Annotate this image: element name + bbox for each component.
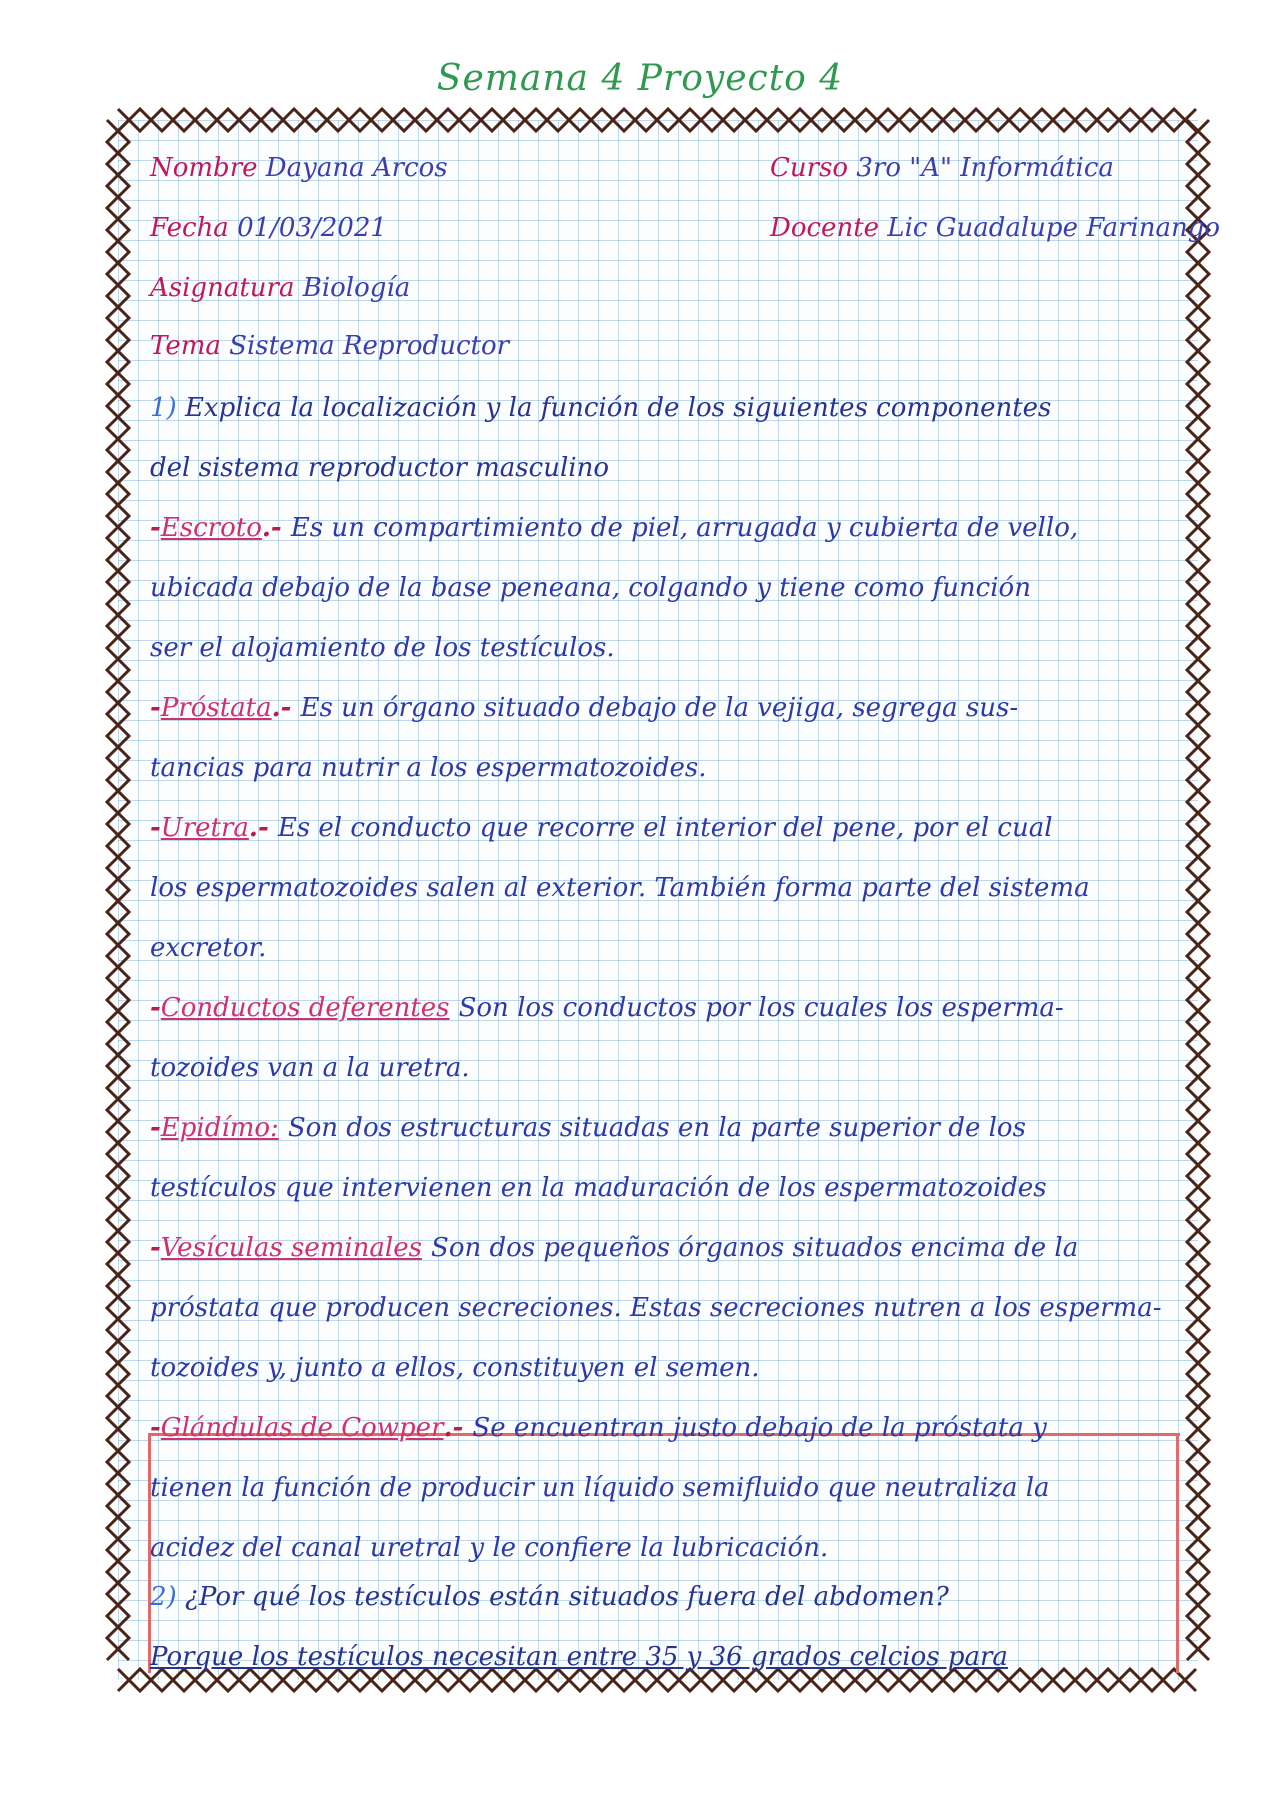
- docente-value: Lic Guadalupe Farinango: [887, 213, 1221, 243]
- item-text: tienen la función de producir un líquido semifluido que neutraliza la: [150, 1473, 1050, 1503]
- item-text: Es un órgano situado debajo de la vejiga, segrega sus-: [300, 693, 1019, 723]
- item-text: Son dos pequeños órganos situados encima de la: [431, 1233, 1079, 1263]
- question-1-text: Explica la localización y la función de los siguientes componentes: [184, 393, 1052, 423]
- item-separator: .-: [443, 1413, 473, 1443]
- item-dash: -: [150, 993, 161, 1023]
- header-row-1: [150, 148, 1180, 188]
- tema-label: Tema: [150, 331, 221, 361]
- item-separator: .-: [271, 693, 301, 723]
- item-term: Epidímo:: [160, 1113, 279, 1143]
- item-text: testículos que intervienen en la maduración de los espermatozoides: [150, 1173, 1047, 1203]
- asignatura-value: Biología: [302, 273, 411, 303]
- item-heading-line: [150, 688, 1180, 728]
- item-text: Es el conducto que recorre el interior del pene, por el cual: [277, 813, 1053, 843]
- curso-label: Curso: [770, 153, 849, 183]
- item-continuation-line: [150, 1468, 1180, 1508]
- item-heading-line: [150, 508, 1180, 548]
- item-term: Próstata: [160, 693, 272, 723]
- item-heading-line: [150, 1408, 1180, 1448]
- header-row-4: [150, 326, 1180, 366]
- nombre-label: Nombre: [150, 153, 258, 183]
- item-continuation-line: [150, 928, 1180, 968]
- item-term: Escroto: [160, 513, 262, 543]
- question-1-line-1: [150, 388, 1180, 428]
- item-heading-line: [150, 1228, 1180, 1268]
- fecha-label: Fecha: [150, 213, 229, 243]
- item-dash: -: [150, 1233, 161, 1263]
- item-continuation-line: [150, 568, 1180, 608]
- question-2-answer-text: Porque los testículos necesitan entre 35 y 36 grados celcios para: [150, 1642, 1008, 1672]
- docente-field: [770, 208, 1220, 248]
- item-term: Vesículas seminales: [160, 1233, 422, 1263]
- item-text: próstata que producen secreciones. Estas secreciones nutren a los esperma-: [150, 1293, 1162, 1323]
- item-text: tancias para nutrir a los espermatozoides.: [150, 753, 707, 783]
- item-dash: -: [150, 1113, 161, 1143]
- item-dash: -: [150, 693, 161, 723]
- nombre-value: Dayana Arcos: [265, 153, 448, 183]
- item-text: tozoides y, junto a ellos, constituyen el semen.: [150, 1353, 760, 1383]
- item-text: Son dos estructuras situadas en la parte superior de los: [287, 1113, 1026, 1143]
- item-continuation-line: [150, 868, 1180, 908]
- page-title: Semana 4 Proyecto 4: [436, 58, 844, 99]
- item-text: ubicada debajo de la base peneana, colgando y tiene como función: [150, 573, 1031, 603]
- header-row-3: [150, 268, 1180, 308]
- item-text: Es un compartimiento de piel, arrugada y cubierta de vello,: [290, 513, 1079, 543]
- item-separator: .-: [261, 513, 291, 543]
- curso-field: [770, 148, 1114, 188]
- question-1-text-cont: del sistema reproductor masculino: [150, 453, 609, 483]
- item-heading-line: [150, 808, 1180, 848]
- item-dash: -: [150, 513, 161, 543]
- asignatura-label: Asignatura: [150, 273, 295, 303]
- item-dash: -: [150, 813, 161, 843]
- docente-label: Docente: [770, 213, 880, 243]
- fecha-value: 01/03/2021: [237, 213, 387, 243]
- item-continuation-line: [150, 1288, 1180, 1328]
- item-text: los espermatozoides salen al exterior. También forma parte del sistema: [150, 873, 1090, 903]
- item-continuation-line: [150, 1168, 1180, 1208]
- item-heading-line: [150, 1108, 1180, 1148]
- item-text: Se encuentran justo debajo de la próstata y: [472, 1413, 1047, 1443]
- item-term: Glándulas de Cowper: [160, 1413, 444, 1443]
- tema-value: Sistema Reproductor: [229, 331, 510, 361]
- question-2-answer: [150, 1637, 1180, 1677]
- item-text: ser el alojamiento de los testículos.: [150, 633, 615, 663]
- item-text: Son los conductos por los cuales los esperma-: [458, 993, 1064, 1023]
- item-heading-line: [150, 988, 1180, 1028]
- item-separator: [450, 993, 459, 1023]
- item-continuation-line: [150, 1528, 1180, 1568]
- item-continuation-line: [150, 748, 1180, 788]
- question-2-text: ¿Por qué los testículos están situados fuera del abdomen?: [184, 1582, 949, 1612]
- item-separator: .-: [248, 813, 278, 843]
- curso-value: 3ro "A" Informática: [856, 153, 1114, 183]
- header-row-2: [150, 208, 1221, 248]
- question-2-line: [150, 1577, 1180, 1617]
- item-text: acidez del canal uretral y le confiere la lubricación.: [150, 1533, 829, 1563]
- item-term: Uretra: [160, 813, 249, 843]
- item-text: tozoides van a la uretra.: [150, 1053, 470, 1083]
- item-dash: -: [150, 1413, 161, 1443]
- item-continuation-line: [150, 1048, 1180, 1088]
- question-1-line-2: [150, 448, 1180, 488]
- item-separator: [279, 1113, 288, 1143]
- item-text: excretor.: [150, 933, 267, 963]
- item-separator: [422, 1233, 431, 1263]
- question-2-number: 2): [150, 1582, 177, 1612]
- question-1-number: 1): [150, 393, 177, 423]
- item-term: Conductos deferentes: [160, 993, 450, 1023]
- item-continuation-line: [150, 628, 1180, 668]
- item-continuation-line: [150, 1348, 1180, 1388]
